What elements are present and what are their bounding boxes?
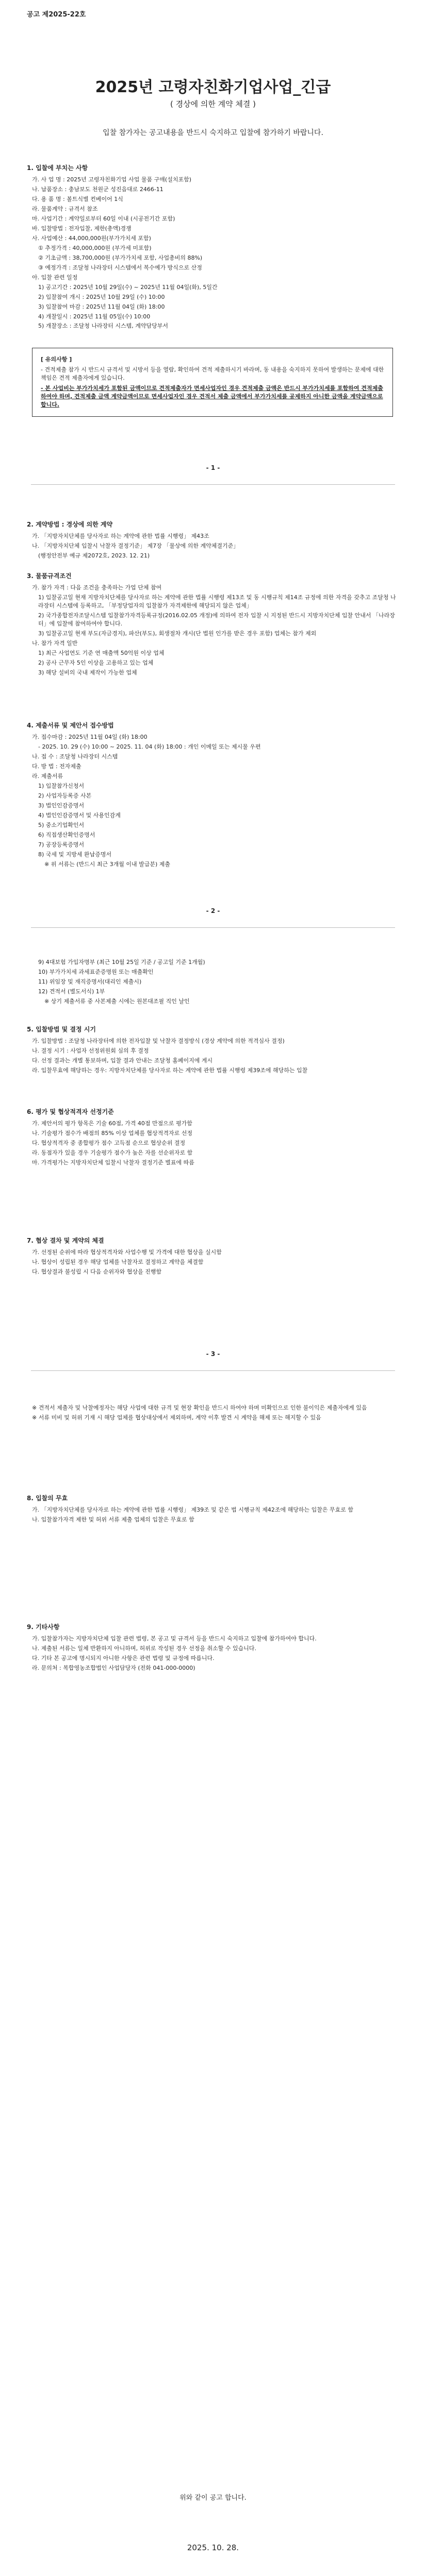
page-number: - 3 - <box>206 1350 220 1358</box>
s1-line: 라. 물품계약 : 규격서 참조 <box>32 206 98 213</box>
s1-line: 바. 입찰방법 : 전자입찰, 제한(총액)경쟁 <box>32 225 132 232</box>
section-3 <box>27 572 399 679</box>
s7-line: 가. 선정된 순위에 따라 협상적격자와 사업수행 및 가격에 대한 협상을 실시함 <box>32 1249 222 1256</box>
s1-line: 사. 사업예산 : 44,000,000원(부가가치세 포함) <box>32 235 151 242</box>
s4b-note: ※ 상기 제출서류 중 사본제출 시에는 원본대조필 직인 날인 <box>44 997 190 1005</box>
notice-title: [ 유의사항 ] <box>41 356 72 363</box>
s8-line: 나. 입찰참가자격 제한 및 허위 서류 제출 업체의 입찰은 무효로 함 <box>32 1516 194 1523</box>
s1-schedule-line: 4) 개찰일시 : 2025년 11월 05일(수) 10:00 <box>38 313 151 320</box>
s5-line: 나. 결정 시기 : 사업자 선정위원회 심의 후 결정 <box>32 1047 149 1055</box>
section-4-continued <box>27 958 399 1007</box>
section-9-heading: 9. 기타사항 <box>27 1623 60 1631</box>
s1-budget-line: ② 기초금액 : 38,700,000원 (부가가치세 포함, 사업총비의 88%) <box>38 254 203 261</box>
s1-schedule-line: 3) 입찰참여 마감 : 2025년 11월 04일 (화) 18:00 <box>38 303 165 310</box>
section-8 <box>27 1494 399 1526</box>
s5-line: 라. 입찰무효에 해당하는 경우: 지방자치단체를 당사자로 하는 계약에 관한 법률 시행령 제39조에 해당하는 입찰 <box>32 1067 308 1074</box>
s6-line: 마. 가격평가는 지방자치단체 입찰시 낙찰자 결정기준 별표에 따름 <box>32 1159 194 1166</box>
section-7-notes <box>27 1404 399 1423</box>
section-1-heading: 1. 입찰에 부치는 사항 <box>27 164 88 172</box>
s6-line: 나. 기술평가 점수가 배점의 85% 이상 업체를 협상적격자로 선정 <box>32 1130 192 1137</box>
section-4 <box>27 721 399 870</box>
s7b-note: ※ 서류 미비 및 허위 기재 시 해당 업체를 협상대상에서 제외하며, 계약 이후 발견 시 계약을 해제 또는 해지할 수 있음 <box>32 1414 321 1421</box>
s1-schedule-line: 2) 입찰참여 개시 : 2025년 10월 29일 (수) 10:00 <box>38 293 165 300</box>
s1-schedule-line: 1) 공고기간 : 2025년 10월 29일(수) ~ 2025년 11월 04일(화), 5일간 <box>38 283 218 291</box>
s1-budget-line: ③ 예정가격 : 조달청 나라장터 시스템에서 복수예가 방식으로 산정 <box>38 264 202 271</box>
s7b-note: ※ 견적서 제출자 및 낙찰예정자는 해당 사업에 대한 규격 및 현장 확인을 반드시 하여야 하며 미확인으로 인한 불이익은 제출자에게 있음 <box>32 1404 367 1411</box>
s4-doc-item: 2) 사업자등록증 사본 <box>38 792 92 800</box>
s4b-line: 11) 위임장 및 재직증명서(대리인 제출시) <box>38 978 142 985</box>
s4-doc-item: 8) 국세 및 지방세 완납증명서 <box>38 851 112 858</box>
s3-line: 나. 참가 자격 일반 <box>32 640 78 647</box>
s5-line: 다. 선정 결과는 개별 통보하며, 입찰 결과 안내는 조달청 홈페이지에 게시 <box>32 1057 213 1064</box>
s3-line: 가. 참가 자격 : 다음 조건을 충족하는 가업 단체 참여 <box>32 584 162 591</box>
s3-line: 2) 공사 근무자 5인 이상을 고용하고 있는 업체 <box>38 659 154 666</box>
section-8-heading: 8. 입찰의 무효 <box>27 1495 68 1502</box>
s7-line: 나. 협상이 성립된 경우 해당 업체를 낙찰자로 결정하고 계약을 체결함 <box>32 1259 204 1266</box>
s3-line: 3) 해당 설비의 국내 제작이 가능한 업체 <box>38 669 137 676</box>
s4-doc-item: 3) 법인인감증명서 <box>38 802 85 809</box>
document-subtitle: ( 경상에 의한 계약 체결 ) <box>170 99 256 109</box>
page-divider <box>31 484 395 485</box>
section-3-heading: 3. 물품규격조건 <box>27 572 72 580</box>
section-5-heading: 5. 입찰방법 및 결정 시기 <box>27 1026 96 1033</box>
s1-line: 가. 사 업 명 : 2025년 고령자친화기업 사업 물품 구매(설치포함) <box>32 176 192 183</box>
s9-line: 가. 입찰참가자는 지방자치단체 입찰 관련 법령, 본 공고 및 규격서 등을 반드시 숙지하고 입찰에 참가하여야 합니다. <box>32 1635 317 1642</box>
notice-line-emphasis: - 본 사업비는 부가가치세가 포함된 금액이므로 견적제출자가 면세사업자인 경우 견적제출 금액은 반드시 부가가치세를 포함하여 견적제출하여야 하며, 견적제출 금액 계약금액이므로 면세사업자인 경우 견적서 제출 금액에서 부가가치세를 공제하지 아니한 금액을 계약금액으로 합니다. <box>41 384 383 408</box>
s4b-line: 10) 부가가치세 과세표준증명원 또는 매출확인 <box>38 968 154 975</box>
s2-line: (행정안전부 예규 제2072호, 2023. 12. 21) <box>38 552 150 560</box>
intro-text: 입찰 참가자는 공고내용을 반드시 숙지하고 입찰에 참가하기 바랍니다. <box>103 129 323 137</box>
page-number: - 1 - <box>206 464 220 471</box>
s9-line: 라. 문의처 : 복합영농조합법인 사업담당자 (전화 041-000-0000) <box>32 1665 195 1672</box>
document-title: 2025년 고령자친화기업사업_긴급 <box>95 78 331 96</box>
section-7 <box>27 1236 399 1278</box>
s3-line: 1) 최근 사업연도 기준 연 매출액 50억원 이상 업체 <box>38 649 165 656</box>
closing-date: 2025. 10. 28. <box>187 2543 239 2552</box>
s4-doc-note: ※ 위 서류는 (반드시 최근 3개월 이내 발급분) 제출 <box>44 860 171 868</box>
s4-line: 라. 제출서류 <box>32 773 63 780</box>
s4-doc-item: 7) 공장등록증명서 <box>38 841 85 848</box>
s4-line: 다. 방 법 : 전자제출 <box>32 763 81 770</box>
s4-line: - 2025. 10. 29 (수) 10:00 ~ 2025. 11. 04 (화) 18:00 : 개인 이메일 또는 제시물 우편 <box>38 743 261 751</box>
page-divider <box>31 927 395 928</box>
notice-box <box>32 348 393 417</box>
section-5 <box>27 1025 399 1076</box>
s3-line: 3) 입찰공고일 현재 부도(자금경지), 파산(부도), 회생절차 개시(단 법원 인가를 받은 경우 포함) 업체는 참가 제외 <box>38 630 317 637</box>
closing-note: 위와 같이 공고 합니다. <box>179 2494 247 2502</box>
s4-doc-item: 5) 중소기업확인서 <box>38 821 85 828</box>
s3-line: 1) 입찰공고일 현재 지방자치단체를 당사자로 하는 계약에 관한 법률 시행령 제13조 및 동 시행규칙 제14조 규정에 의한 자격을 갖추고 조달청 나라장터 시스템에 등록하고, 「부정당업자의 입찰참가 자격제한에 해당되지 않은 업체」 <box>38 594 396 609</box>
page-number: - 2 - <box>206 907 220 914</box>
s6-line: 가. 제안서의 평가 항목은 기술 60점, 가격 40점 만점으로 평가함 <box>32 1120 192 1127</box>
section-2 <box>27 520 399 562</box>
s4-doc-item: 6) 직접생산확인증명서 <box>38 831 95 838</box>
section-1 <box>27 164 399 332</box>
s4-line: 나. 접 수 : 조달청 나라장터 시스템 <box>32 753 118 760</box>
s4b-line: 12) 견적서 (별도서식) 1부 <box>38 988 105 995</box>
section-4-heading: 4. 제출서류 및 제안서 접수방법 <box>27 722 114 729</box>
s3-line: 2) 국가종합전자조달시스템 입찰참가자격등록규정(2016.02.05 개정)에 의하여 전자 입찰 시 지정된 반드시 지방자치단체 입찰 안내서 「나라장터」에 입찰에 참여하여야 합니다. <box>38 612 395 628</box>
s1-schedule-line: 5) 개찰장소 : 조달청 나라장터 시스템, 계약담당부서 <box>38 323 168 330</box>
s1-line: 마. 사업기간 : 계약일로부터 60일 이내 (시공전기간 포함) <box>32 215 175 223</box>
s1-line: 나. 납품장소 : 충남보도 천원군 성진읍대로 2466-11 <box>32 186 163 193</box>
s4b-line: 9) 4대보험 가입자명부 (최근 10월 25일 기준 / 공고일 기준 1개월) <box>38 959 205 965</box>
s1-line: 다. 용 품 명 : 볼트식별 컨베이어 1식 <box>32 196 123 203</box>
announcement-number: 공고 제2025-22호 <box>27 11 86 19</box>
s4-line: 가. 접수마감 : 2025년 11월 04일 (화) 18:00 <box>32 734 148 741</box>
s9-line: 다. 기타 본 공고에 명시되지 아니한 사항은 관련 법령 및 규정에 따릅니다. <box>32 1655 215 1662</box>
s9-line: 나. 제출된 서류는 일체 반환하지 아니하며, 허위로 작성된 경우 선정을 취소할 수 있습니다. <box>32 1645 256 1652</box>
s6-line: 라. 동점자가 있을 경우 기술평가 점수가 높은 자를 선순위자로 함 <box>32 1149 193 1157</box>
s8-line: 가. 「지방자치단체를 당사자로 하는 계약에 관한 법률 시행령」 제39조 및 같은 법 시행규칙 제42조에 해당하는 입찰은 무효로 함 <box>32 1506 353 1514</box>
notice-line: - 견적제출 참가 시 반드시 규격서 및 시방서 등을 열람, 확인하여 견적 제출하시기 바라며, 동 내용을 숙지하지 못하여 발생하는 문제에 대한 책임은 견적 제출자에게 있습니다. <box>41 366 384 381</box>
s7-line: 다. 협상결과 불성립 시 다음 순위자와 협상을 진행함 <box>32 1268 162 1276</box>
section-6-heading: 6. 평가 및 협상적격자 선정기준 <box>27 1108 114 1115</box>
s2-line: 나. 「지방자치단체 입찰시 낙찰자 결정기준」 제7장 「물상에 의한 계약체결기준」 <box>32 543 239 550</box>
s2-line: 가. 「지방자치단체를 당사자로 하는 계약에 관한 법률 시행령」 제43조 <box>32 533 209 540</box>
page-divider <box>31 1370 395 1371</box>
section-2-heading: 2. 계약방법 : 경상에 의한 계약 <box>27 521 113 528</box>
section-6 <box>27 1108 399 1168</box>
section-7-heading: 7. 협상 결차 및 계약의 체결 <box>27 1237 104 1244</box>
s4-doc-item: 1) 입찰참가신청서 <box>38 783 85 790</box>
s5-line: 가. 입찰방법 : 조달청 나라장터에 의한 전자입찰 및 낙찰자 결정방식 (경상 계약에 의한 적격심사 결정) <box>32 1038 285 1045</box>
s1-budget-line: ① 추정가격 : 40,000,000원 (부가세 미포함) <box>38 244 152 251</box>
s4-doc-item: 4) 법인인감증명서 및 사용인감계 <box>38 811 121 819</box>
s6-line: 다. 협상적격자 중 종합평가 점수 고득점 순으로 협상순위 결정 <box>32 1140 186 1147</box>
s1-schedule-heading: 아. 입찰 관련 일정 <box>32 274 78 281</box>
section-9 <box>27 1623 399 1674</box>
